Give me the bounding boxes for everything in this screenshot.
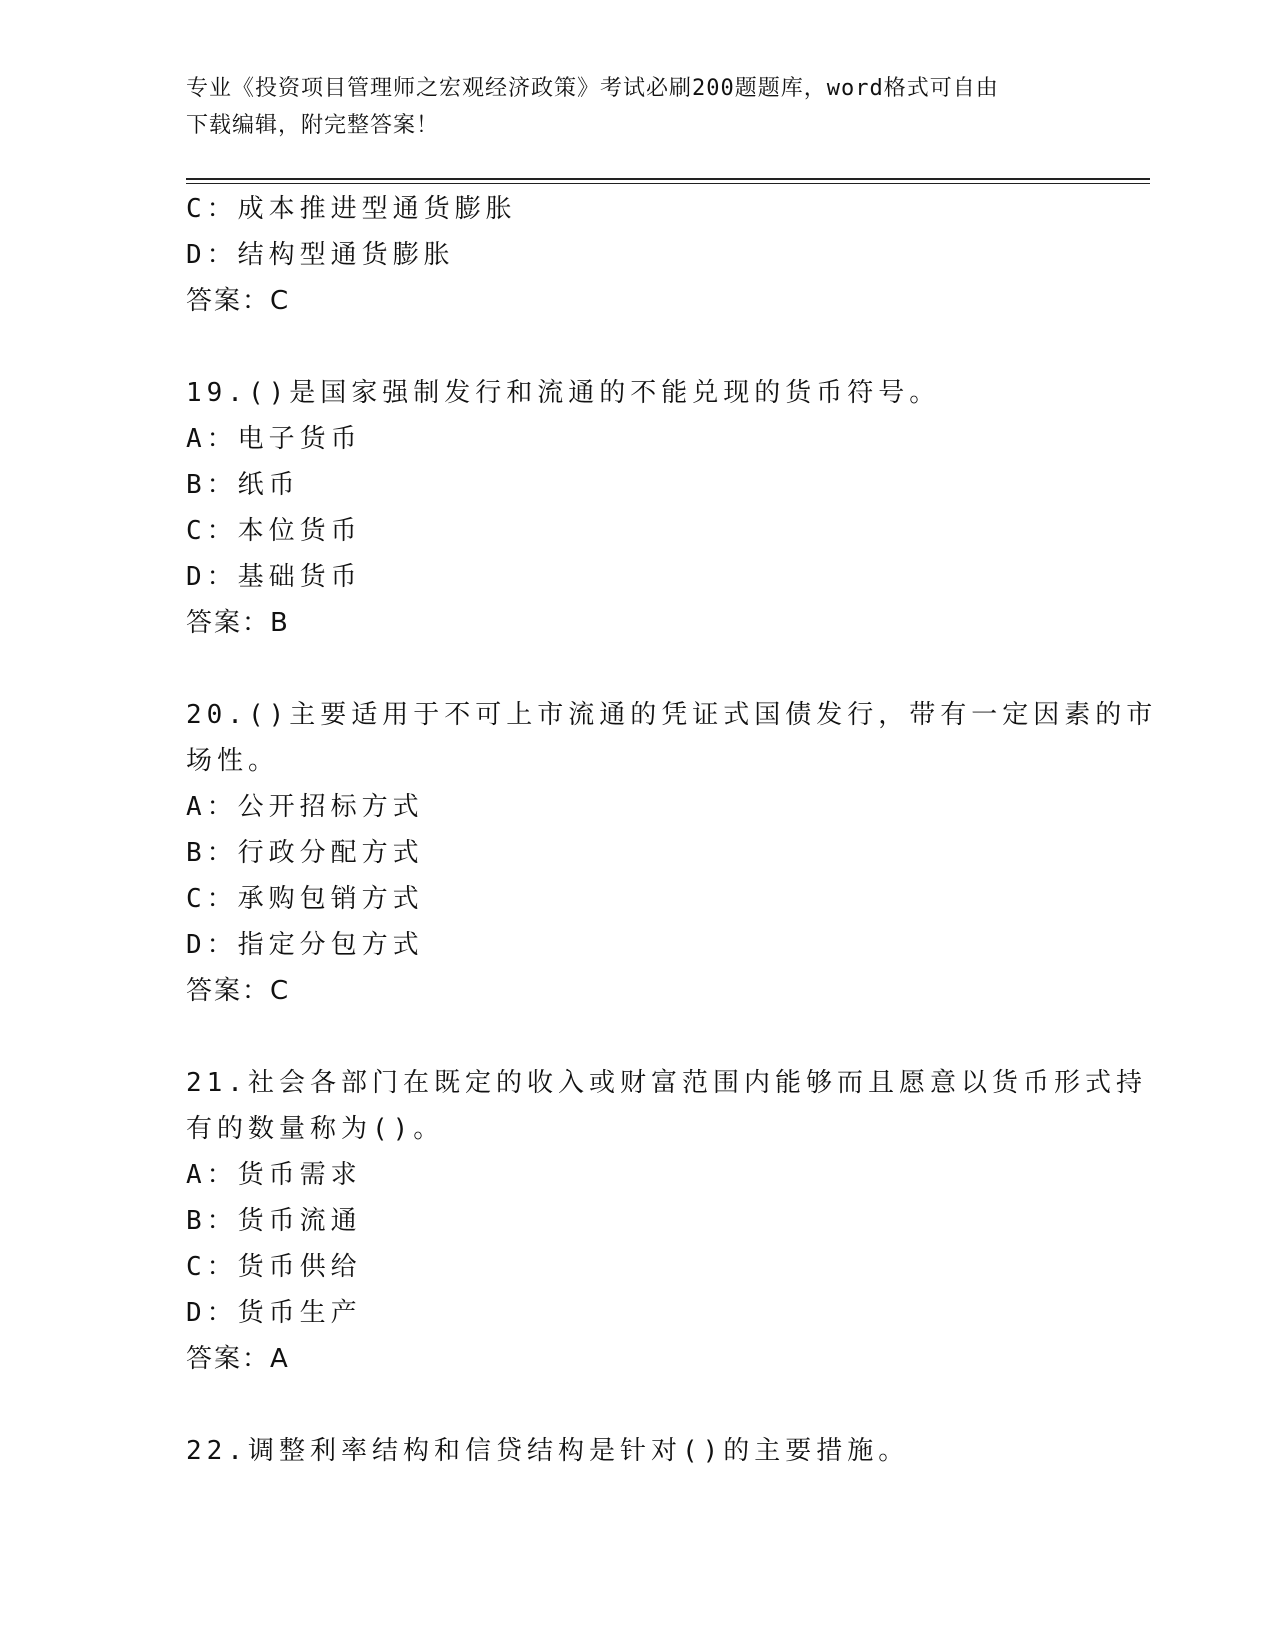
option-a: A：公开招标方式 xyxy=(186,792,424,822)
option-b: B：行政分配方式 xyxy=(186,838,424,868)
option-a: A：电子货币 xyxy=(186,424,362,454)
answer: 答案：C xyxy=(186,976,291,1006)
question-text-line-2: 场性。 xyxy=(186,746,280,776)
header-divider-thick xyxy=(186,178,1150,180)
option-b: B：货币流通 xyxy=(186,1206,362,1236)
question-text-line-2: 有的数量称为()。 xyxy=(186,1114,445,1144)
option-d: D：基础货币 xyxy=(186,562,362,592)
question-list xyxy=(186,186,1158,1474)
question-20 xyxy=(186,692,1158,1014)
option-a: A：货币需求 xyxy=(186,1160,362,1190)
answer: 答案：C xyxy=(186,286,291,316)
option-c: C：成本推进型通货膨胀 xyxy=(186,194,517,224)
question-22 xyxy=(186,1428,1086,1474)
answer: 答案：B xyxy=(186,608,290,638)
question-text: 22.调整利率结构和信贷结构是针对()的主要措施。 xyxy=(186,1436,910,1466)
question-text-line-1: 21.社会各部门在既定的收入或财富范围内能够而且愿意以货币形式持 xyxy=(186,1068,1147,1098)
option-c: C：本位货币 xyxy=(186,516,362,546)
question-21 xyxy=(186,1060,1147,1382)
option-d: D：货币生产 xyxy=(186,1298,362,1328)
document-header xyxy=(186,70,1066,144)
option-c: C：承购包销方式 xyxy=(186,884,424,914)
answer: 答案：A xyxy=(186,1344,290,1374)
option-b: B：纸币 xyxy=(186,470,300,500)
question-19 xyxy=(186,370,1086,646)
option-d: D：指定分包方式 xyxy=(186,930,424,960)
question-18-tail xyxy=(186,186,1086,324)
option-c: C：货币供给 xyxy=(186,1252,362,1282)
header-line-2: 下载编辑，附完整答案！ xyxy=(186,113,440,138)
option-d: D：结构型通货膨胀 xyxy=(186,240,455,270)
question-text-line-1: 20.()主要适用于不可上市流通的凭证式国债发行，带有一定因素的市 xyxy=(186,700,1158,730)
header-divider-thin xyxy=(186,183,1150,184)
question-text: 19.()是国家强制发行和流通的不能兑现的货币符号。 xyxy=(186,378,941,408)
header-line-1: 专业《投资项目管理师之宏观经济政策》考试必刷200题题库，word格式可自由 xyxy=(186,76,999,101)
